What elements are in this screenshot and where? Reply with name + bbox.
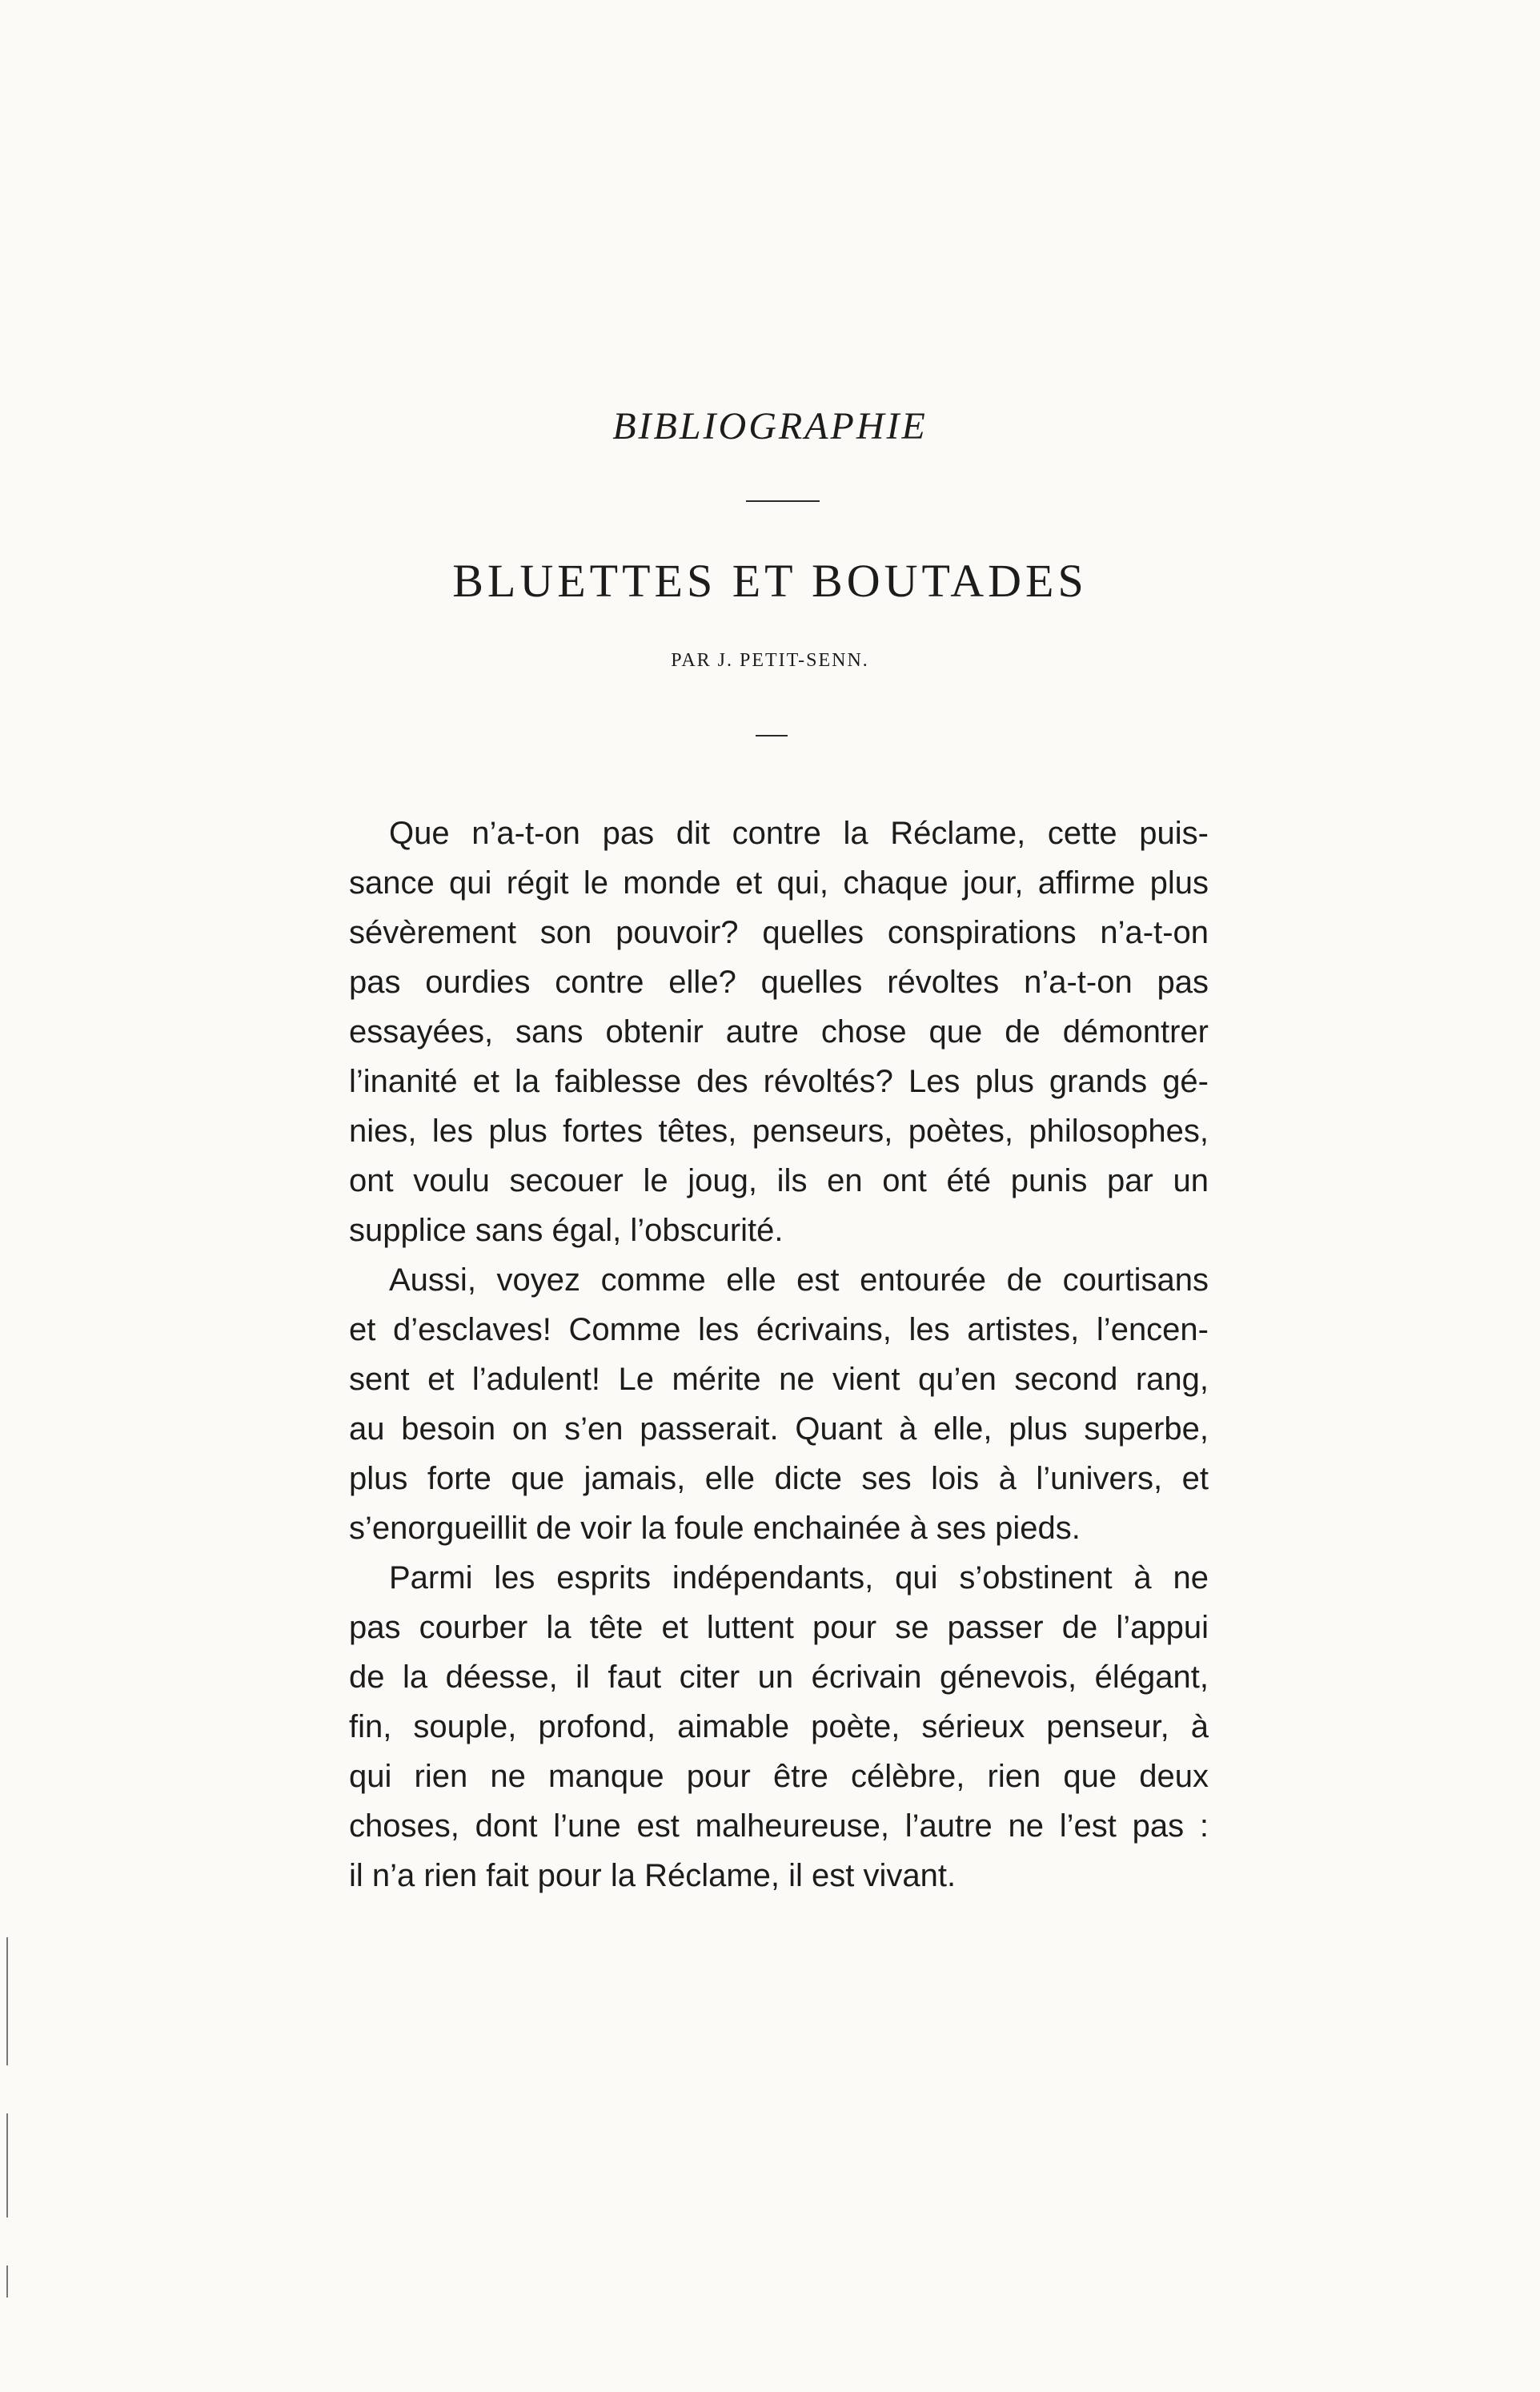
text-line: pas courber la tête et luttent pour se passer de l’appui bbox=[349, 1610, 1209, 1645]
text-line: sance qui régit le monde et qui, chaque jour, affirme plus bbox=[349, 865, 1209, 901]
text-line: sent et l’adulent! Le mérite ne vient qu’en second rang, bbox=[349, 1362, 1209, 1397]
text-line: et d’esclaves! Comme les écrivains, les artistes, l’encen- bbox=[349, 1312, 1209, 1347]
scan-margin-mark bbox=[6, 1937, 8, 2065]
text-line: Parmi les esprits indépendants, qui s’obstinent à ne bbox=[389, 1560, 1209, 1595]
text-line: plus forte que jamais, elle dicte ses lois à l’univers, et bbox=[349, 1461, 1209, 1496]
text-line: Aussi, voyez comme elle est entourée de courtisans bbox=[389, 1262, 1209, 1298]
article-body bbox=[349, 809, 1209, 1900]
text-line: fin, souple, profond, aimable poète, sérieux penseur, à bbox=[349, 1709, 1209, 1744]
text-line: qui rien ne manque pour être célèbre, rien que deux bbox=[349, 1759, 1209, 1794]
section-heading: BIBLIOGRAPHIE bbox=[612, 405, 928, 447]
text-line: Que n’a-t-on pas dit contre la Réclame, cette puis- bbox=[389, 816, 1209, 851]
text-line: essayées, sans obtenir autre chose que de démontrer bbox=[349, 1014, 1209, 1050]
text-line: l’inanité et la faiblesse des révoltés? Les plus grands gé- bbox=[349, 1064, 1209, 1099]
text-line: au besoin on s’en passerait. Quant à elle, plus superbe, bbox=[349, 1411, 1209, 1447]
text-line: pas ourdies contre elle? quelles révoltes n’a-t-on pas bbox=[349, 965, 1209, 1000]
text-line: de la déesse, il faut citer un écrivain génevois, élégant, bbox=[349, 1660, 1209, 1695]
text-line: s’enorgueillit de voir la foule enchainée à ses pieds. bbox=[349, 1511, 1081, 1546]
text-line: choses, dont l’une est malheureuse, l’autre ne l’est pas : bbox=[349, 1808, 1209, 1844]
text-line: ont voulu secouer le joug, ils en ont été punis par un bbox=[349, 1163, 1209, 1198]
scan-margin-mark bbox=[6, 2266, 8, 2298]
heading-rule bbox=[746, 500, 820, 502]
text-line: il n’a rien fait pour la Réclame, il est vivant. bbox=[349, 1858, 956, 1893]
text-line: sévèrement son pouvoir? quelles conspirations n’a-t-on bbox=[349, 915, 1209, 950]
text-line: supplice sans égal, l’obscurité. bbox=[349, 1213, 784, 1248]
scan-margin-mark bbox=[6, 2113, 8, 2217]
byline-rule bbox=[756, 735, 788, 736]
author-byline: PAR J. PETIT-SENN. bbox=[671, 650, 869, 671]
text-line: nies, les plus fortes têtes, penseurs, poètes, philosophes, bbox=[349, 1114, 1209, 1149]
article-title: BLUETTES ET BOUTADES bbox=[452, 555, 1088, 607]
